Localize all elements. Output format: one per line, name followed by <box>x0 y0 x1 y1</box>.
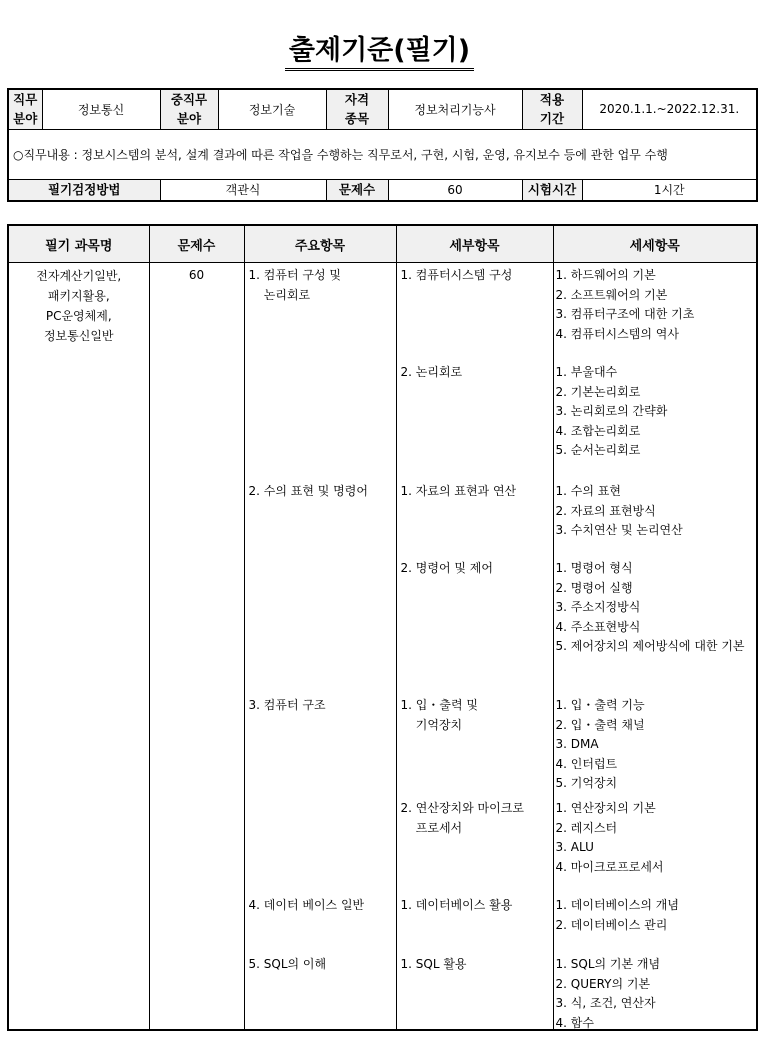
subject-table <box>7 224 758 1031</box>
detail-item-label: 컴퓨터구조에 대한 기초 <box>570 307 695 322</box>
time-value: 1시간 <box>582 179 757 201</box>
main-item-label: SQL의 이해 <box>263 957 327 971</box>
subject-names: 전자계산기일반, 패키지활용, PC운영체제, 정보통신일반 <box>36 269 122 343</box>
detail-item-label: 기본논리회로 <box>570 384 641 399</box>
detail-item: 3. ALU <box>556 838 753 858</box>
count-label: 문제수 <box>326 179 388 201</box>
detail-item: 3. 주소지정방식 <box>556 598 753 618</box>
sub-item-label: 연산장치와 마이크로 프로세서 <box>415 801 524 835</box>
sub-item-num: 1. <box>400 268 416 282</box>
detail-item: 2. 소프트웨어의 기본 <box>556 286 753 306</box>
detail-item: 3. 수치연산 및 논리연산 <box>556 521 753 541</box>
mid-job-value: 정보기술 <box>218 89 326 129</box>
detail-item: 2. 자료의 표현방식 <box>556 502 753 522</box>
detail-item-label: 컴퓨터시스템의 역사 <box>570 326 679 341</box>
detail-item-label: 조합논리회로 <box>570 423 641 438</box>
detail-list <box>554 363 757 461</box>
detail-item-label: 자료의 표현방식 <box>570 503 656 518</box>
detail-item-label: DMA <box>570 737 599 752</box>
method-value: 객관식 <box>160 179 326 201</box>
detail-item: 2. 기본논리회로 <box>556 383 753 403</box>
detail-item: 4. 함수 <box>556 1014 753 1034</box>
page-title: 출제기준(필기) <box>0 28 759 67</box>
detail-item-label: SQL의 기본 개념 <box>570 957 661 971</box>
sub-item <box>401 363 549 383</box>
sub-item <box>401 799 549 838</box>
detail-item-label: 데이터베이스 관리 <box>570 917 668 932</box>
detail-item-label: 인터럽트 <box>570 756 618 771</box>
sub-item-label: 명령어 및 제어 <box>415 561 493 575</box>
detail-item-label: 입・출력 채널 <box>570 717 645 732</box>
header-subject: 필기 과목명 <box>8 225 149 263</box>
detail-item: 2. 입・출력 채널 <box>556 716 753 736</box>
main-item-label: 컴퓨터 구성 및 논리회로 <box>263 268 341 302</box>
detail-item-label: 순서논리회로 <box>570 443 641 458</box>
sub-item-num: 2. <box>400 365 416 379</box>
detail-item: 3. 컴퓨터구조에 대한 기초 <box>556 305 753 325</box>
detail-item: 1. SQL의 기본 개념 <box>556 955 753 975</box>
main-item-label: 컴퓨터 구조 <box>263 698 326 712</box>
main-item-num: 5. <box>248 957 264 971</box>
sub-item-label: 컴퓨터시스템 구성 <box>415 268 513 282</box>
sub-item <box>401 482 549 502</box>
sub-item-num: 2. <box>400 801 416 815</box>
sub-item-num: 1. <box>400 898 416 912</box>
detail-item: 1. 명령어 형식 <box>556 559 753 579</box>
detail-item: 1. 수의 표현 <box>556 482 753 502</box>
sub-item-num: 1. <box>400 698 416 712</box>
detail-item: 5. 기억장치 <box>556 774 753 794</box>
detail-item: 3. 식, 조건, 연산자 <box>556 994 753 1014</box>
sub-item-num: 1. <box>400 957 416 971</box>
detail-item: 1. 부울대수 <box>556 363 753 383</box>
detail-item-label: 함수 <box>570 1015 594 1030</box>
main-item-num: 3. <box>248 698 264 712</box>
detail-item: 4. 주소표현방식 <box>556 618 753 638</box>
detail-item-label: 논리회로의 간략화 <box>570 404 668 419</box>
detail-item: 1. 데이터베이스의 개념 <box>556 896 753 916</box>
detail-item-label: 기억장치 <box>570 776 618 791</box>
detail-item-label: 데이터베이스의 개념 <box>570 898 679 912</box>
detail-item: 2. 데이터베이스 관리 <box>556 916 753 936</box>
period-label: 적용 기간 <box>522 89 582 129</box>
job-field-label: 직무 분야 <box>8 89 42 129</box>
detail-item-label: 식, 조건, 연산자 <box>570 996 656 1011</box>
period-value: 2020.1.1.~2022.12.31. <box>582 89 757 129</box>
detail-list <box>554 896 757 935</box>
mid-job-label: 중직무 분야 <box>160 89 218 129</box>
detail-item-label: 하드웨어의 기본 <box>570 268 656 282</box>
main-item-num: 2. <box>248 484 264 498</box>
detail-list <box>554 955 757 1033</box>
main-item-num: 4. <box>248 898 264 912</box>
detail-item: 2. 명령어 실행 <box>556 579 753 599</box>
cert-label: 자격 종목 <box>326 89 388 129</box>
detail-item-label: 주소표현방식 <box>570 619 641 634</box>
header-sub-item: 세부항목 <box>396 225 553 263</box>
detail-item: 5. 제어장치의 제어방식에 대한 기본 <box>556 637 753 657</box>
detail-item-label: ALU <box>570 840 594 855</box>
detail-item: 4. 컴퓨터시스템의 역사 <box>556 325 753 345</box>
detail-list <box>554 482 757 541</box>
job-field-value: 정보통신 <box>42 89 160 129</box>
sub-item-label: SQL 활용 <box>415 957 467 971</box>
detail-item-label: 명령어 형식 <box>570 561 633 575</box>
detail-list <box>554 696 757 794</box>
detail-item-label: 연산장치의 기본 <box>570 801 656 815</box>
main-item <box>249 482 392 502</box>
header-count: 문제수 <box>149 225 244 263</box>
sub-item-label: 입・출력 및 기억장치 <box>415 698 478 732</box>
sub-item <box>401 955 549 975</box>
detail-item-label: 주소지정방식 <box>570 600 641 615</box>
detail-item: 2. QUERY의 기본 <box>556 975 753 995</box>
detail-item: 4. 마이크로프로세서 <box>556 858 753 878</box>
info-table <box>7 88 758 202</box>
detail-item-label: 수치연산 및 논리연산 <box>570 523 683 538</box>
detail-item: 4. 조합논리회로 <box>556 422 753 442</box>
detail-item: 5. 순서논리회로 <box>556 441 753 461</box>
detail-item-label: 입・출력 기능 <box>570 698 645 712</box>
main-item <box>249 696 392 716</box>
main-item-label: 수의 표현 및 명령어 <box>263 484 368 498</box>
detail-item: 4. 인터럽트 <box>556 755 753 775</box>
main-item-label: 데이터 베이스 일반 <box>263 898 365 912</box>
detail-item-label: 명령어 실행 <box>570 580 633 595</box>
main-item <box>249 896 392 916</box>
cert-value: 정보처리기능사 <box>388 89 522 129</box>
detail-item: 1. 하드웨어의 기본 <box>556 266 753 286</box>
sub-item-num: 1. <box>400 484 416 498</box>
sub-item <box>401 266 549 286</box>
detail-item-label: 마이크로프로세서 <box>570 859 664 874</box>
detail-item-label: 제어장치의 제어방식에 대한 기본 <box>570 639 745 654</box>
detail-item: 1. 입・출력 기능 <box>556 696 753 716</box>
detail-item-label: 부울대수 <box>570 365 618 379</box>
sub-item <box>401 896 549 916</box>
detail-list <box>554 559 757 657</box>
subject-count: 60 <box>188 268 205 282</box>
main-item-num: 1. <box>248 268 264 282</box>
detail-item-label: 소프트웨어의 기본 <box>570 287 668 302</box>
sub-item <box>401 559 549 579</box>
time-label: 시험시간 <box>522 179 582 201</box>
detail-item-label: 레지스터 <box>570 820 618 835</box>
main-item <box>249 266 392 305</box>
header-main-item: 주요항목 <box>244 225 396 263</box>
detail-item: 3. DMA <box>556 735 753 755</box>
detail-list <box>554 799 757 877</box>
detail-item: 1. 연산장치의 기본 <box>556 799 753 819</box>
detail-item-label: 수의 표현 <box>570 484 621 498</box>
detail-item: 2. 레지스터 <box>556 819 753 839</box>
detail-item-label: QUERY의 기본 <box>570 976 651 991</box>
detail-item: 3. 논리회로의 간략화 <box>556 402 753 422</box>
header-detail-item: 세세항목 <box>553 225 757 263</box>
sub-item-num: 2. <box>400 561 416 575</box>
sub-item-label: 자료의 표현과 연산 <box>415 484 517 498</box>
sub-item-label: 논리회로 <box>415 365 463 379</box>
sub-item-label: 데이터베이스 활용 <box>415 898 513 912</box>
detail-list <box>554 266 757 344</box>
duty-description: ○직무내용 : 정보시스템의 분석, 설계 결과에 따른 작업을 수행하는 직무로서, 구현, 시험, 운영, 유지보수 등에 관한 업무 수행 <box>8 129 757 179</box>
count-value: 60 <box>388 179 522 201</box>
main-item <box>249 955 392 975</box>
method-label: 필기검정방법 <box>8 179 160 201</box>
sub-item <box>401 696 549 735</box>
